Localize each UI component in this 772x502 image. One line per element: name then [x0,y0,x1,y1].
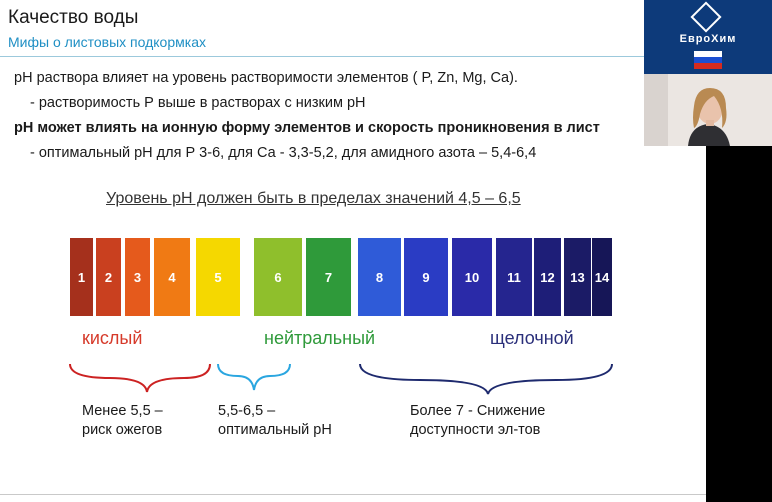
ph-label-5: 5 [214,270,222,285]
range-desc-alkaline: Более 7 - Снижение доступности эл-тов [410,403,546,438]
black-sidebar [706,146,772,502]
russia-flag-icon [694,51,722,69]
ph-label-14: 14 [594,270,610,285]
text-line-4: - оптимальный рН для Р 3-6, для Са - 3,3-5,2, для амидного азота – 5,4-6,4 [30,145,537,161]
eurochem-logo-panel [644,0,772,74]
presenter-image [644,74,772,146]
zone-label-1: нейтральный [264,328,376,348]
slide-title: Качество воды [8,7,139,28]
ph-label-7: 7 [324,270,333,285]
ph-label-8: 8 [375,270,384,285]
optimal-bracket [218,364,290,390]
ph-label-9: 9 [422,270,430,285]
range-desc-optimal: 5,5-6,5 – оптимальный рН [218,403,332,438]
slide-subtitle: Мифы о листовых подкормках [8,34,206,50]
ph-label-11: 11 [507,270,521,285]
alkaline-bracket [360,364,612,394]
bottom-divider [0,494,706,495]
range-desc-acid: Менее 5,5 – риск ожегов [82,403,163,438]
text-line-1: pH раствора влияет на уровень растворимости элементов ( P, Zn, Mg, Ca). [14,70,518,86]
scale-heading: Уровень рН должен быть в пределах значений 4,5 – 6,5 [106,190,521,207]
eurochem-logo-icon [690,1,721,32]
ph-label-6: 6 [274,270,282,285]
ph-label-3: 3 [133,270,142,285]
ph-label-2: 2 [104,270,113,285]
text-line-2: - растворимость Р выше в растворах с низким рН [30,95,366,111]
ph-label-4: 4 [168,270,176,285]
ph-label-1: 1 [77,270,86,285]
ph-label-13: 13 [570,270,585,285]
webcam-video-feed [644,74,772,146]
brand-name: ЕвроХим [679,33,737,45]
zone-label-2: щелочной [490,328,574,348]
zone-label-0: кислый [82,328,143,348]
ph-label-12: 12 [540,270,555,285]
acid-bracket [70,364,210,392]
ph-label-10: 10 [464,270,480,285]
text-line-3: рН может влиять на ионную форму элементов и скорость проникновения в лист [14,120,600,136]
